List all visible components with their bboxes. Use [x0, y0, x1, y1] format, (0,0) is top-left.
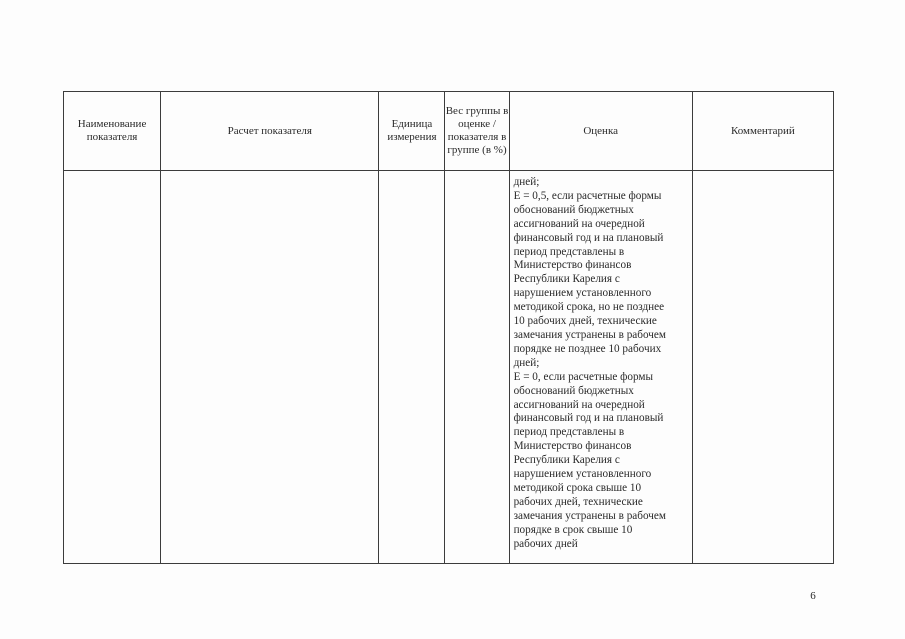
- cell-indicator-name: [64, 171, 161, 564]
- cell-score: [509, 171, 692, 564]
- cell-comment: [692, 171, 833, 564]
- cell-calculation: [161, 171, 379, 564]
- cell-weight: [445, 171, 509, 564]
- score-text: дней; Е = 0,5, если расчетные формы обоснований бюджетных ассигнований на очередной финансовый год и на плановый период представлены в Министерство финансов Республики Карелия с нарушением установленного методикой срока, но не позднее 10 рабочих дней, технические замечания устранены в рабочем порядке не позднее 10 рабочих дней; Е = 0, если расчетные формы обоснований бюджетных ассигнований на очередной финансовый год и на плановый период представлены в Министерство финансов Республики Карелия с нарушением установленного методикой срока свыше 10 рабочих дней, технические замечания устранены в рабочем порядке в срок свыше 10 рабочих дней: [513, 176, 666, 550]
- table-header-row: [64, 92, 834, 171]
- header-indicator-name: Наименование показателя: [64, 92, 161, 171]
- indicator-table: [63, 91, 834, 564]
- table-row: [64, 171, 834, 564]
- cell-unit: [379, 171, 445, 564]
- header-unit: Единица измерения: [379, 92, 445, 171]
- header-score: Оценка: [509, 92, 692, 171]
- header-comment: Комментарий: [692, 92, 833, 171]
- header-calculation: Расчет показателя: [161, 92, 379, 171]
- header-weight: Вес группы в оценке / показателя в группе (в %): [445, 92, 509, 171]
- page-number: 6: [810, 590, 816, 602]
